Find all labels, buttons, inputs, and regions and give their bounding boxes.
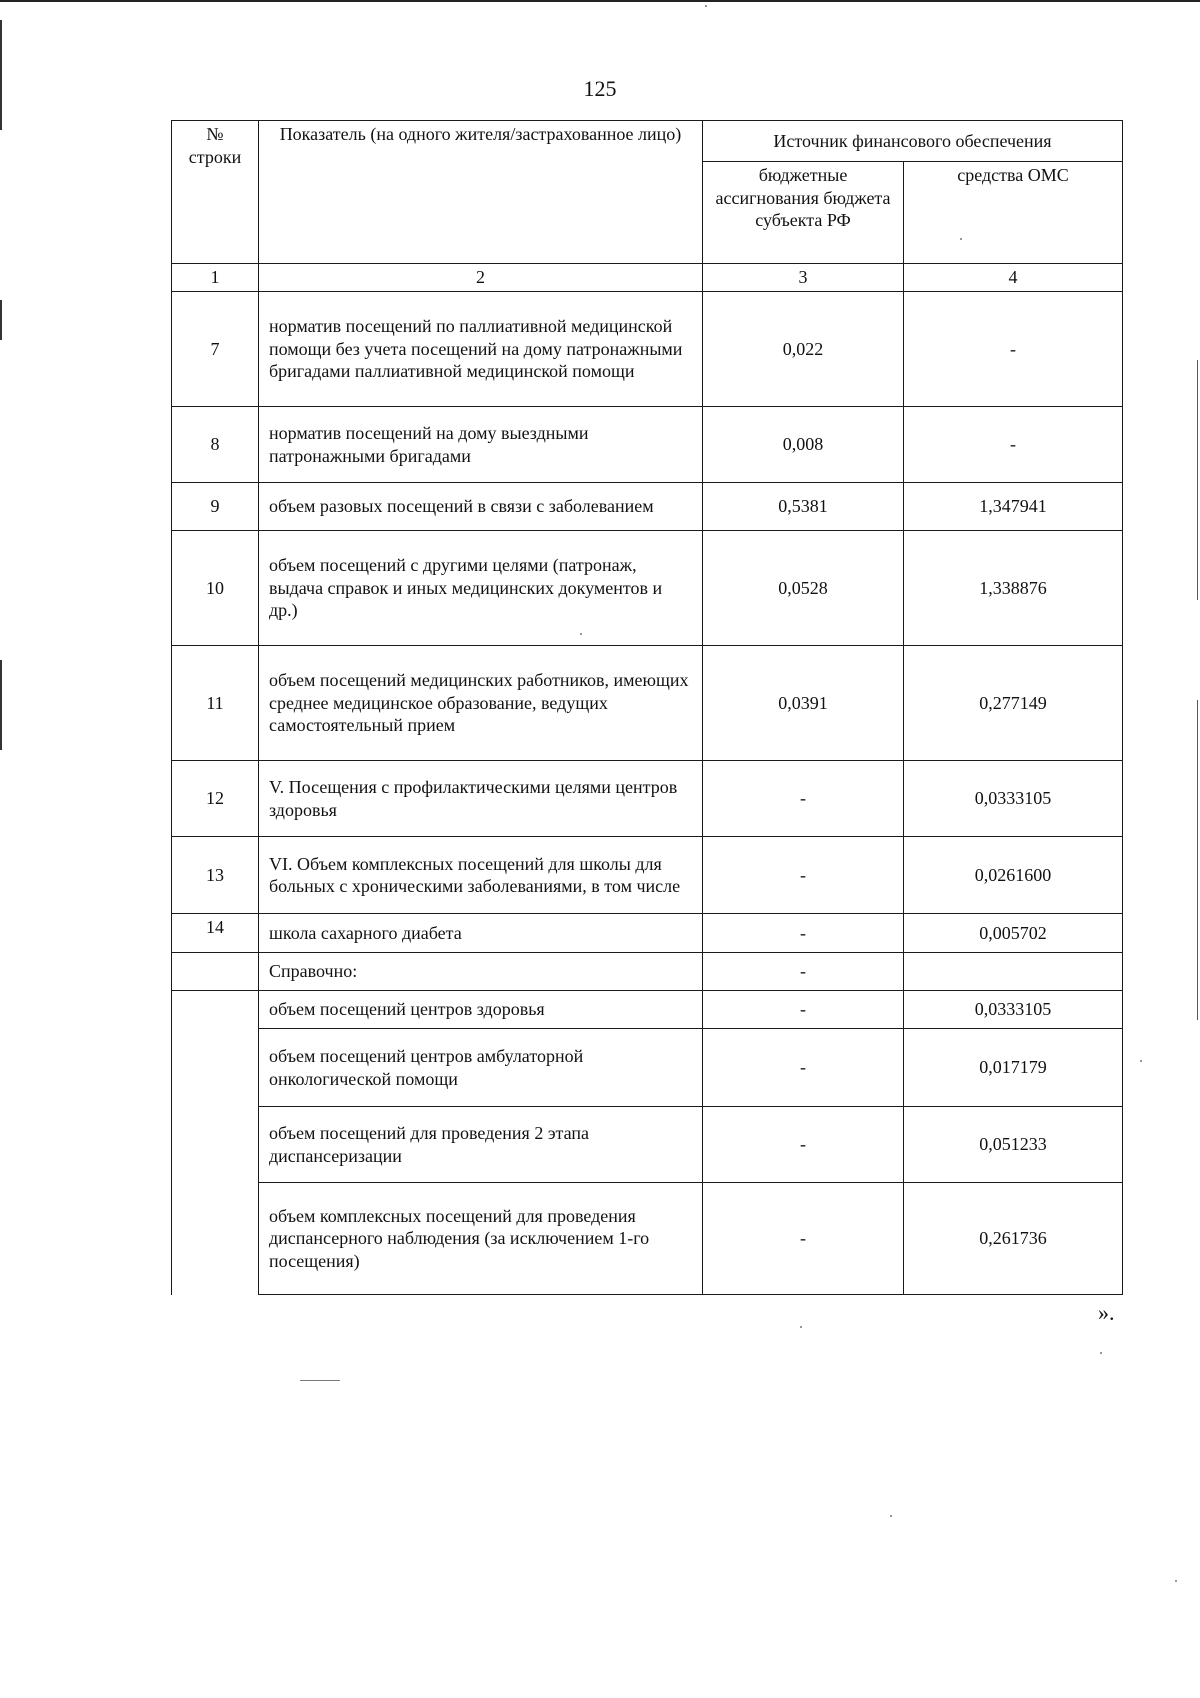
table-row bbox=[172, 531, 1123, 646]
row-budget-value: 0,022 bbox=[703, 292, 904, 407]
closing-quote-mark: ». bbox=[1098, 1300, 1115, 1325]
row-indicator: объем посещений медицинских работников, имеющих среднее медицинское образование, ведущих самостоятельный прием bbox=[259, 646, 703, 761]
table-row bbox=[172, 914, 1123, 953]
row-number: 11 bbox=[172, 646, 259, 761]
financing-norms-table bbox=[171, 120, 1123, 1295]
row-indicator: объем посещений с другими целями (патронаж, выдача справок и иных медицинских документов и др.) bbox=[259, 531, 703, 646]
row-budget-value: 0,5381 bbox=[703, 483, 904, 531]
table-row bbox=[172, 1029, 1123, 1107]
column-numbers-row bbox=[172, 264, 1123, 292]
row-indicator: объем посещений центров амбулаторной онкологической помощи bbox=[259, 1029, 703, 1107]
scan-speck bbox=[1140, 1060, 1142, 1062]
row-number: 8 bbox=[172, 407, 259, 483]
scan-left-edge bbox=[0, 660, 2, 750]
row-indicator: норматив посещений по паллиативной медицинской помощи без учета посещений на дому патронажными бригадами паллиативной медицинской помощи bbox=[259, 292, 703, 407]
column-number: 1 bbox=[172, 264, 259, 292]
row-oms-value: 0,051233 bbox=[904, 1107, 1123, 1183]
row-indicator: Справочно: bbox=[259, 953, 703, 991]
row-budget-value: 0,008 bbox=[703, 407, 904, 483]
row-number bbox=[172, 953, 259, 991]
row-number: 10 bbox=[172, 531, 259, 646]
row-oms-value: 0,0333105 bbox=[904, 761, 1123, 837]
row-budget-value: 0,0391 bbox=[703, 646, 904, 761]
scan-speck bbox=[300, 1380, 340, 1381]
header-budget-allocations: бюджетные ассигнования бюджета субъекта РФ bbox=[703, 162, 904, 264]
table-row bbox=[172, 991, 1123, 1029]
row-indicator: объем посещений центров здоровья bbox=[259, 991, 703, 1029]
table-row bbox=[172, 407, 1123, 483]
table-row bbox=[172, 483, 1123, 531]
row-oms-value: 0,277149 bbox=[904, 646, 1123, 761]
row-indicator: V. Посещения с профилактическими целями центров здоровья bbox=[259, 761, 703, 837]
row-oms-value: 1,347941 bbox=[904, 483, 1123, 531]
row-budget-value: - bbox=[703, 1107, 904, 1183]
row-budget-value: - bbox=[703, 953, 904, 991]
row-budget-value: - bbox=[703, 991, 904, 1029]
row-oms-value: 1,338876 bbox=[904, 531, 1123, 646]
header-oms-funds: средства ОМС bbox=[904, 162, 1123, 264]
row-oms-value: 0,005702 bbox=[904, 914, 1123, 953]
scan-speck bbox=[1100, 1352, 1102, 1354]
scan-speck bbox=[890, 1515, 892, 1517]
row-indicator: норматив посещений на дому выездными патронажными бригадами bbox=[259, 407, 703, 483]
page-number: 125 bbox=[583, 76, 617, 101]
scan-top-edge bbox=[0, 0, 1200, 2]
row-budget-value: - bbox=[703, 914, 904, 953]
row-oms-value: 0,0333105 bbox=[904, 991, 1123, 1029]
table-row bbox=[172, 761, 1123, 837]
header-financing-source: Источник финансового обеспечения bbox=[703, 121, 1123, 162]
table-row bbox=[172, 646, 1123, 761]
row-oms-value: - bbox=[904, 292, 1123, 407]
scan-right-edge bbox=[1197, 700, 1198, 1020]
table-row bbox=[172, 837, 1123, 914]
row-indicator: VI. Объем комплексных посещений для школы для больных с хроническими заболеваниями, в том числе bbox=[259, 837, 703, 914]
row-number: 9 bbox=[172, 483, 259, 531]
table-row bbox=[172, 292, 1123, 407]
scan-speck bbox=[800, 1326, 802, 1328]
row-number: 13 bbox=[172, 837, 259, 914]
row-indicator: объем посещений для проведения 2 этапа диспансеризации bbox=[259, 1107, 703, 1183]
row-number: 14 bbox=[172, 914, 259, 953]
row-budget-value: - bbox=[703, 1183, 904, 1295]
column-number: 3 bbox=[703, 264, 904, 292]
row-budget-value: 0,0528 bbox=[703, 531, 904, 646]
row-indicator: школа сахарного диабета bbox=[259, 914, 703, 953]
row-indicator: объем комплексных посещений для проведения диспансерного наблюдения (за исключением 1-го посещения) bbox=[259, 1183, 703, 1295]
row-oms-value bbox=[904, 953, 1123, 991]
row-budget-value: - bbox=[703, 1029, 904, 1107]
row-indicator: объем разовых посещений в связи с заболеванием bbox=[259, 483, 703, 531]
column-number: 4 bbox=[904, 264, 1123, 292]
row-oms-value: 0,261736 bbox=[904, 1183, 1123, 1295]
scan-speck bbox=[705, 5, 707, 7]
row-budget-value: - bbox=[703, 761, 904, 837]
scan-left-edge bbox=[0, 20, 2, 130]
row-oms-value: - bbox=[904, 407, 1123, 483]
table-row bbox=[172, 1183, 1123, 1295]
row-number: 7 bbox=[172, 292, 259, 407]
scan-left-edge bbox=[0, 300, 2, 340]
scan-right-edge bbox=[1197, 360, 1198, 600]
column-number: 2 bbox=[259, 264, 703, 292]
row-budget-value: - bbox=[703, 837, 904, 914]
header-indicator: Показатель (на одного жителя/застрахованное лицо) bbox=[259, 121, 703, 264]
row-number bbox=[172, 991, 259, 1295]
row-number: 12 bbox=[172, 761, 259, 837]
row-oms-value: 0,017179 bbox=[904, 1029, 1123, 1107]
table-row bbox=[172, 1107, 1123, 1183]
scan-speck bbox=[1175, 1580, 1177, 1582]
table-row bbox=[172, 953, 1123, 991]
header-row-number: № строки bbox=[172, 121, 259, 264]
header-row-top bbox=[172, 121, 1123, 162]
row-oms-value: 0,0261600 bbox=[904, 837, 1123, 914]
